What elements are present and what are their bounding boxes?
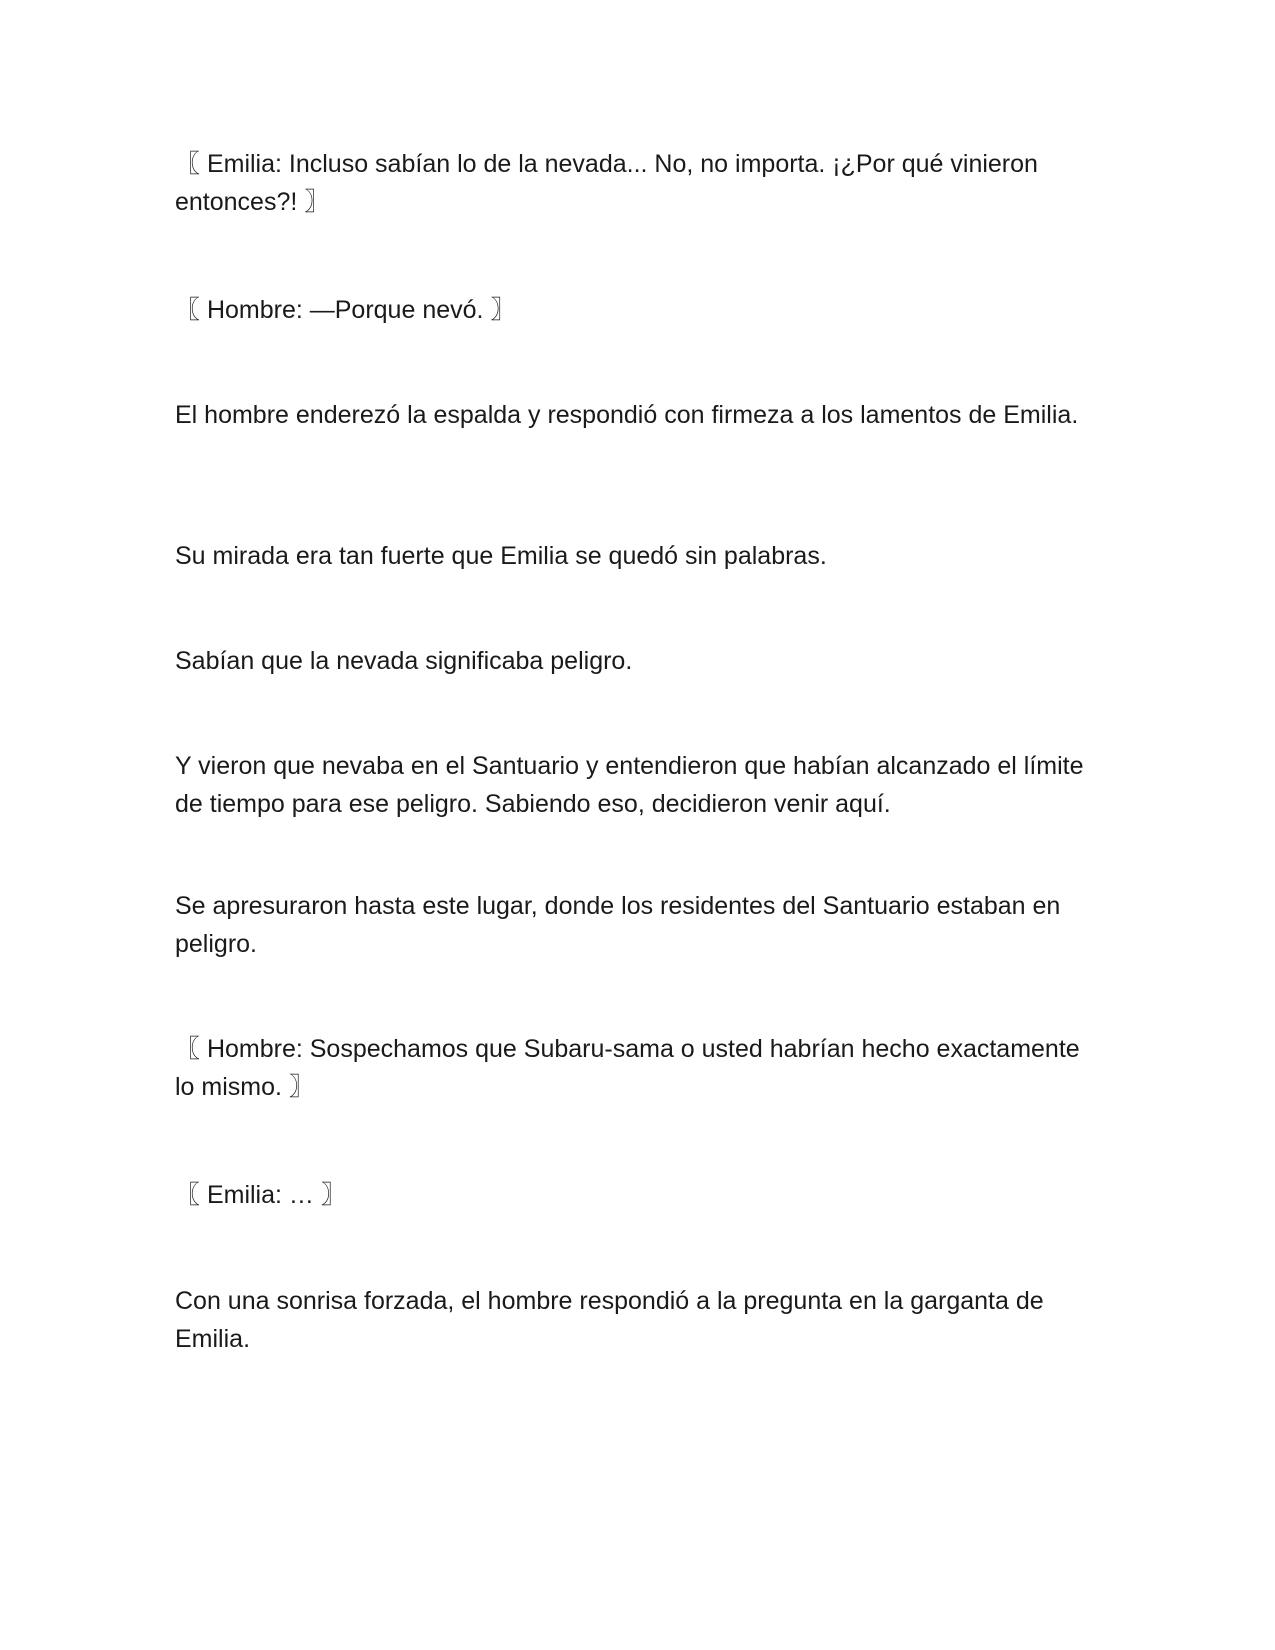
narration-paragraph: Su mirada era tan fuerte que Emilia se quedó sin palabras. [175,542,827,570]
narration-paragraph: Se apresuraron hasta este lugar, donde los residentes del Santuario estaban en peligro. [175,892,1061,958]
dialogue-paragraph: 〖 Emilia: … 〗 [175,1181,346,1209]
dialogue-paragraph: 〖 Hombre: Sospechamos que Subaru-sama o usted habrían hecho exactamente lo mismo. 〗 [175,1035,1080,1101]
narration-paragraph: Sabían que la nevada significaba peligro. [175,647,633,675]
narration-paragraph: Con una sonrisa forzada, el hombre respondió a la pregunta en la garganta de Emilia. [175,1287,1044,1353]
narration-paragraph: El hombre enderezó la espalda y respondió con firmeza a los lamentos de Emilia. [175,401,1079,429]
narration-paragraph: Y vieron que nevaba en el Santuario y entendieron que habían alcanzado el límite de tiempo para ese peligro. Sabiendo eso, decidieron venir aquí. [175,752,1084,818]
dialogue-paragraph: 〖 Hombre: —Porque nevó. 〗 [175,296,516,324]
dialogue-paragraph: 〖 Emilia: Incluso sabían lo de la nevada... No, no importa. ¡¿Por qué vinieron entonces?! 〗 [175,150,1038,216]
